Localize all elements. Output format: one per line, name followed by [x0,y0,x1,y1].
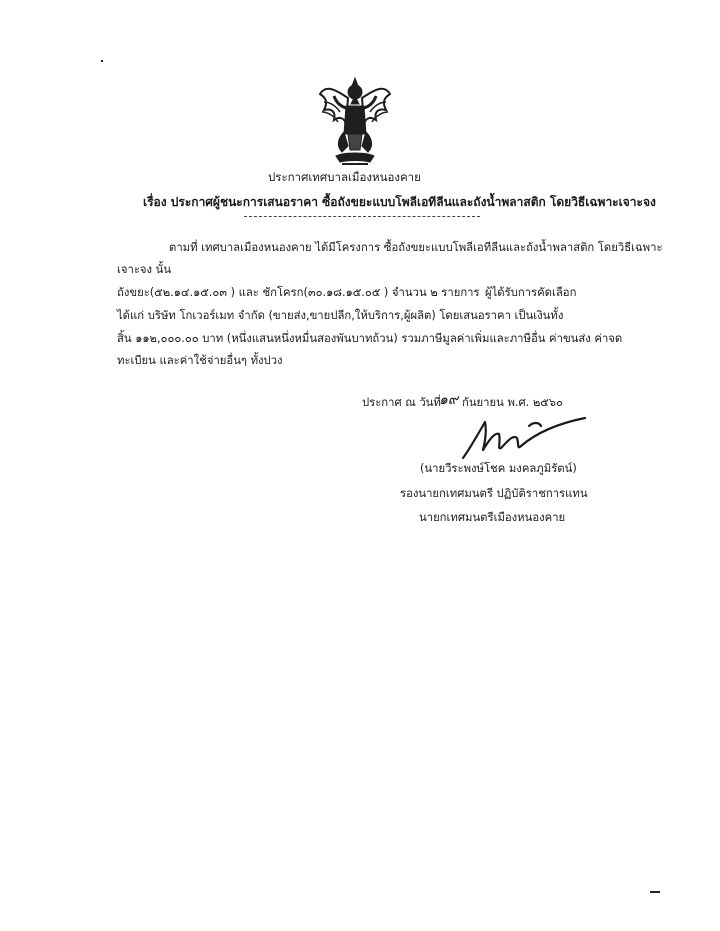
body-line-1: ตามที่ เทศบาลเมืองหนองคาย ได้มีโครงการ ซื้อถังขยะแบบโพลีเอทีลีนและถังน้ำพลาสติก โดยวิธีเฉพาะ [169,241,663,254]
body-line-2: เจาะจง นั้น [117,263,172,276]
scan-speck [101,60,103,62]
announce-day: ๑๙ [439,392,459,408]
body-line-3: ถังขยะ(๕๒.๑๔.๑๕.๐๓ ) และ ชักโครก(๓๐.๑๘.๑๕.๐๕ ) จำนวน ๒ รายการ [117,286,480,299]
announce-date-suffix: กันยายน พ.ศ. ๒๕๖๐ [462,396,563,409]
garuda-emblem-icon [318,76,392,168]
announce-date-prefix: ประกาศ ณ วันที่ [362,396,441,409]
subject-heading: เรื่อง ประกาศผู้ชนะการเสนอราคา ซื้อถังขยะแบบโพลีเอทีลีนและถังน้ำพลาสติก โดยวิธีเฉพาะเจาะจง [143,195,656,209]
scan-speck [650,891,660,893]
signatory-title-1: รองนายกเทศมนตรี ปฏิบัติราชการแทน [400,487,588,500]
signatory-name: (นายวีระพงษ์โชค มงคลภูมิรัตน์) [420,462,577,475]
body-line-4: ได้แก่ บริษัท โกเวอร์เมท จำกัด (ขายส่ง,ขายปลีก,ให้บริการ,ผู้ผลิต) โดยเสนอราคา เป็นเงินทั้ง [117,309,564,322]
body-line-3-right: ผู้ได้รับการคัดเลือก [485,286,577,299]
signature-icon [455,412,595,462]
body-line-5: สิ้น ๑๑๒,๐๐๐.๐๐ บาท (หนึ่งแสนหนึ่งหมื่นสองพันบาทถ้วน) รวมภาษีมูลค่าเพิ่มและภาษีอื่น ค่าขนส่ง ค่าจด [117,332,623,345]
signatory-title-2: นายกเทศมนตรีเมืองหนองคาย [419,511,566,524]
issuer-heading: ประกาศเทศบาลเมืองหนองคาย [268,170,421,184]
divider [244,216,480,217]
body-line-6: ทะเบียน และค่าใช้จ่ายอื่นๆ ทั้งปวง [117,354,283,367]
